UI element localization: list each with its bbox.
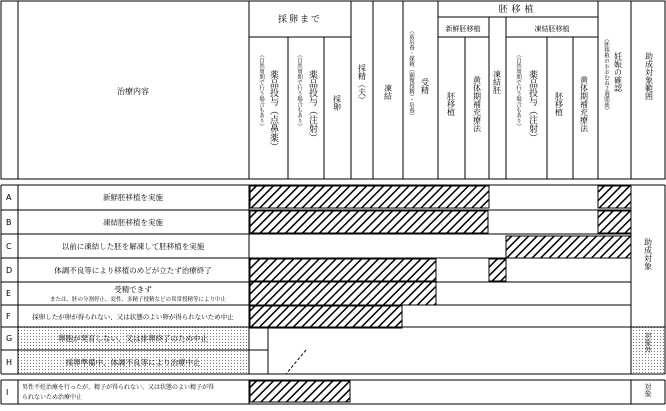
subsidy-main: 助成対象 [643, 238, 653, 270]
frozen-et-heading: 凍結胚移植 [534, 25, 570, 33]
bar-c-1 [506, 236, 631, 258]
bar-b-2 [598, 211, 631, 233]
row-id-e: E [6, 289, 12, 298]
subsidy-gh: 対象外 [644, 332, 652, 353]
ivf-note: （前培養・媒精（顕微授精）・培養） [408, 28, 414, 119]
bar-d-1 [250, 259, 436, 281]
embryo-transfer-heading: 胚移植 [498, 5, 538, 15]
row-text-i-1: 男性不妊治療を行ったが、精子が得られない、又は状態のよい精子が得 [22, 384, 215, 391]
row-id-d: D [6, 266, 13, 275]
row-id-f: F [6, 312, 11, 321]
row-text-e: 受精できず [114, 285, 152, 294]
frozen-embryo-label: 凍結胚 [492, 70, 502, 94]
med-injection-note: （自然周期で行う場合もあり） [296, 52, 302, 129]
bar-a-2 [598, 186, 631, 208]
bar-b-1 [250, 211, 488, 233]
bar-d-2 [489, 259, 506, 281]
med-injection-title: 薬品投与（注射） [307, 70, 317, 142]
fresh-et-label: 胚移植 [446, 92, 456, 116]
freeze-label: 凍結 [383, 84, 393, 100]
egg-retrieval-label: 採卵 [332, 95, 342, 111]
row-text-b: 凍結胚移植を実施 [103, 218, 163, 227]
row-text-e-sub: または、胚の分割停止、変性、多精子授精などの異常授精等により中止 [49, 297, 227, 303]
row-text-h: 採卵準備中、体調不良等により治療中止 [65, 358, 201, 367]
row-text-f: 採卵したが卵が得られない、又は状態のよい卵が得られないため中止 [32, 313, 234, 321]
frozen-luteal-label: 黄体期補充療法 [579, 76, 589, 132]
bar-i-1 [250, 381, 350, 402]
med-nasal-note: （自然周期で行う場合もあり） [258, 52, 264, 129]
ivf-title: 受精 [420, 78, 430, 94]
frozen-et-label: 胚移植 [554, 92, 564, 116]
row-id-i: I [6, 388, 9, 397]
pregnancy-note: （胚移植のおおむね２週間後） [603, 36, 609, 113]
bar-a-1 [250, 186, 489, 208]
frozen-med-title: 薬品投与（注射） [527, 70, 537, 142]
row-id-c: C [6, 242, 12, 251]
row-id-a: A [6, 193, 12, 202]
row-text-i-2: られないため治療中止 [22, 394, 83, 401]
row-text-g: 卵胞が発育しない、又は排卵終了のため中止 [58, 334, 208, 343]
frozen-med-note: （自然周期で行う場合もあり） [515, 52, 521, 129]
row-id-g: G [6, 334, 13, 343]
row-text-a: 新鮮胚移植を実施 [103, 193, 163, 202]
subsidy-i: 対象 [644, 383, 652, 397]
bar-f-1 [250, 306, 402, 328]
pregnancy-title: 妊娠の確認 [613, 52, 623, 92]
treatment-label: 治療内容 [117, 87, 149, 96]
subsidy-range-heading: 助成対象範囲 [644, 52, 654, 100]
bar-e-1 [250, 282, 436, 305]
row-id-b: B [6, 218, 12, 227]
fertilization-label: 採精（夫） [357, 64, 367, 104]
med-nasal-title: 薬品投与（点鼻薬） [268, 70, 278, 151]
fresh-et-heading: 新鮮胚移植 [445, 25, 481, 33]
row-id-h: H [6, 358, 13, 367]
fresh-luteal-label: 黄体期補充療法 [472, 76, 482, 132]
row-text-c: 以前に凍結した胚を解凍して胚移植を実施 [61, 242, 205, 251]
until-egg-retrieval: 採卵まで [277, 15, 323, 25]
row-text-d: 体調不良等により移植のめどが立たず治療終了 [54, 266, 212, 275]
